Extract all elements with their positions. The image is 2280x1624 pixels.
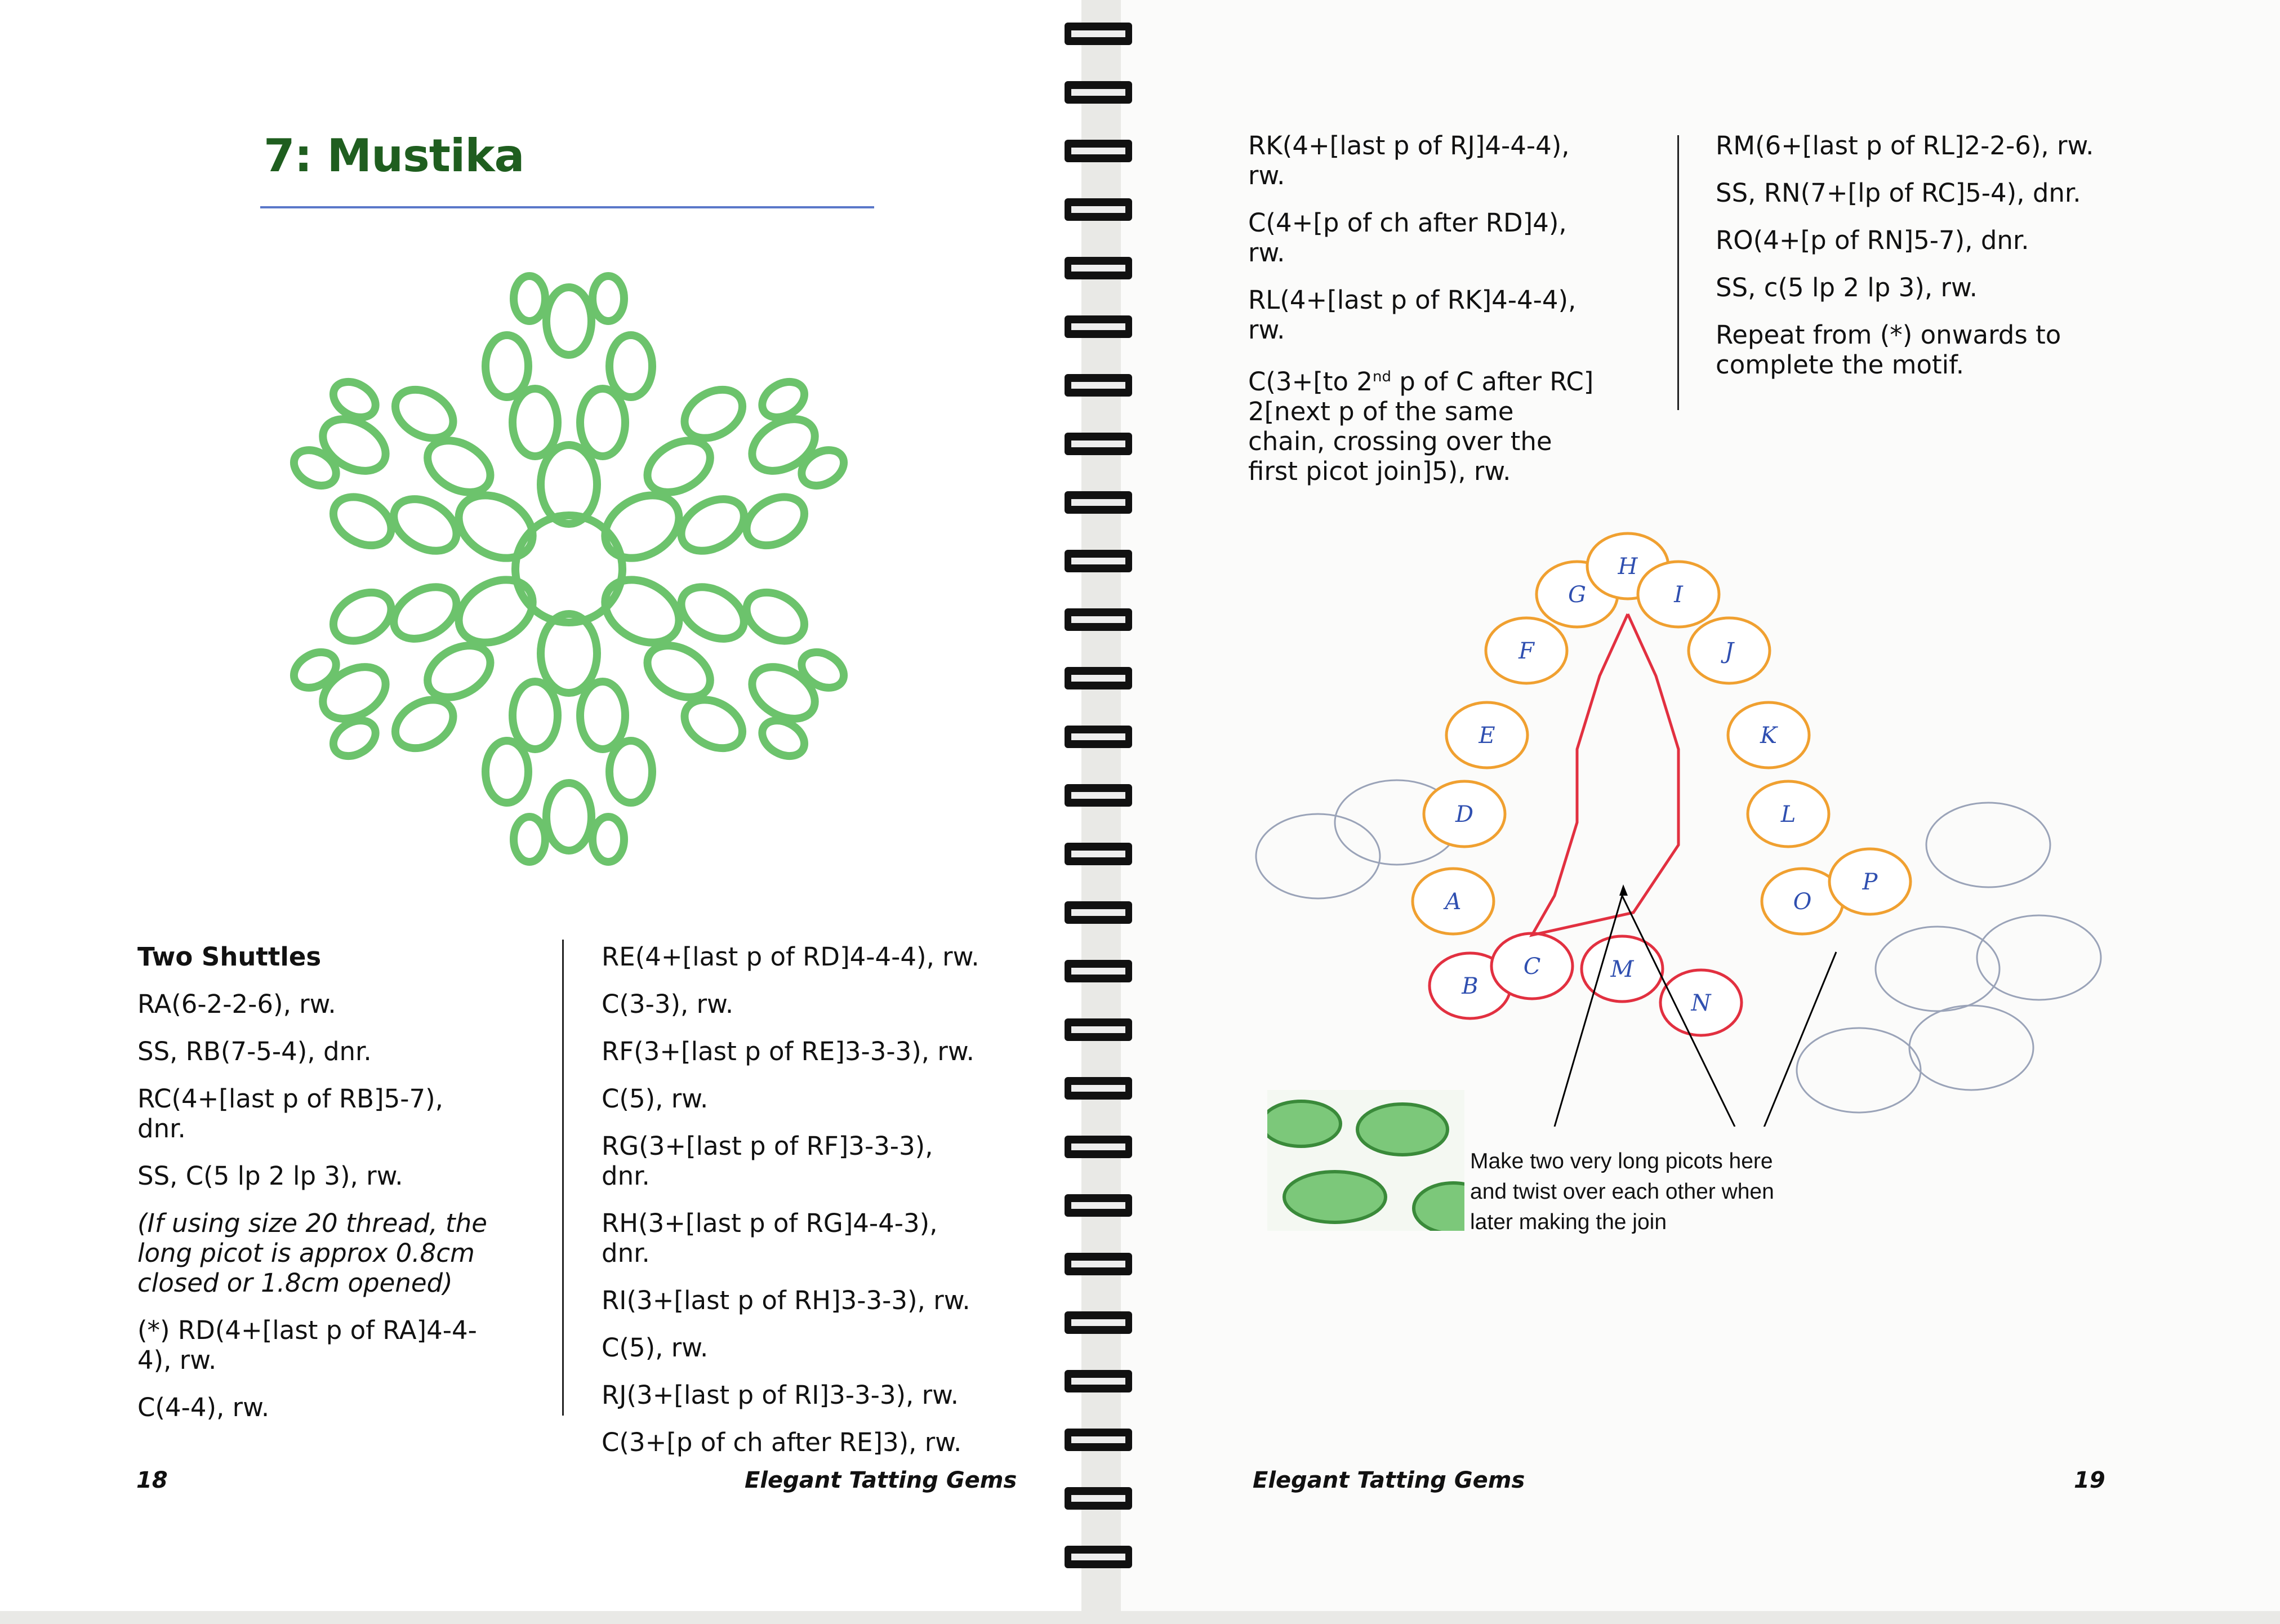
ring-label: E: [1479, 723, 1495, 749]
step: RK(4+[last p of RJ]4-4-4), rw.: [1248, 131, 1570, 190]
step: RH(3+[last p of RG]4-4-3), dnr.: [602, 1208, 938, 1268]
footer-title: Elegant Tatting Gems: [1253, 1467, 1525, 1493]
step: RL(4+[last p of RK]4-4-4), rw.: [1248, 285, 1577, 345]
ring-label: C: [1523, 954, 1541, 980]
step: C(3+[p of ch after RE]3), rw.: [602, 1427, 962, 1457]
instructions-column-4: [1716, 131, 2121, 397]
instructions-column-2: [602, 942, 985, 1475]
pattern-title: 7: Mustika: [264, 130, 524, 182]
ring-label: P: [1862, 869, 1878, 895]
footer-title: Elegant Tatting Gems: [745, 1467, 1017, 1493]
ring-label: O: [1793, 889, 1812, 915]
tatted-motif-photo: [214, 253, 924, 929]
ring-label: I: [1674, 582, 1683, 608]
spiral-binding: [1059, 0, 1143, 1624]
step: RE(4+[last p of RD]4-4-4), rw.: [602, 942, 979, 972]
thread-note: (If using size 20 thread, the long picot is approx 0.8cm closed or 1.8cm opened): [137, 1208, 487, 1298]
picot-callout: Make two very long picots here and twist over each other when later making the join: [1470, 1149, 1774, 1234]
step: SS, c(5 lp 2 lp 3), rw.: [1716, 273, 1978, 302]
callout-arrow: [1757, 952, 1836, 1127]
motif-arm: [486, 276, 652, 524]
join-detail-photo: [1267, 1090, 1464, 1231]
step: C(4-4), rw.: [137, 1392, 270, 1422]
step: RM(6+[last p of RL]2-2-6), rw.: [1716, 131, 2094, 161]
ring-label: K: [1760, 723, 1777, 749]
ring-label: D: [1455, 802, 1474, 827]
step: Repeat from (*) onwards to complete the motif.: [1716, 320, 2061, 380]
step: C(4+[p of ch after RD]4), rw.: [1248, 208, 1567, 268]
ring-label: H: [1618, 554, 1638, 580]
ring-label: J: [1724, 638, 1734, 664]
step: C(3-3), rw.: [602, 989, 734, 1019]
step: C(5), rw.: [602, 1333, 709, 1363]
left-page: [0, 0, 1081, 1611]
step: RI(3+[last p of RH]3-3-3), rw.: [602, 1285, 970, 1315]
step: (*) RD(4+[last p of RA]4-4-4), rw.: [137, 1315, 477, 1375]
ring-label: A: [1445, 889, 1462, 915]
title-underline: [260, 206, 874, 208]
step: SS, RN(7+[lp of RC]5-4), dnr.: [1716, 178, 2081, 208]
step: RF(3+[last p of RE]3-3-3), rw.: [602, 1036, 974, 1066]
instructions-column-3: [1248, 131, 1597, 504]
motif-arm: [486, 614, 652, 862]
column-divider: [562, 940, 564, 1416]
section-heading: Two Shuttles: [137, 942, 322, 972]
page-number: 19: [2074, 1467, 2105, 1493]
ring-label: G: [1568, 582, 1586, 608]
step: RA(6-2-2-6), rw.: [137, 989, 336, 1019]
instructions-column-1: [137, 942, 498, 1440]
step: SS, C(5 lp 2 lp 3), rw.: [137, 1161, 403, 1191]
ring-label: M: [1610, 956, 1634, 982]
step: RC(4+[last p of RB]5-7), dnr.: [137, 1084, 443, 1144]
ring-label: B: [1462, 973, 1479, 999]
step: RJ(3+[last p of RI]3-3-3), rw.: [602, 1380, 959, 1410]
page-number: 18: [136, 1467, 168, 1493]
callout-arrow: [1555, 896, 1622, 1127]
step: C(5), rw.: [602, 1084, 709, 1114]
step: RG(3+[last p of RF]3-3-3), dnr.: [602, 1131, 933, 1191]
step: RO(4+[p of RN]5-7), dnr.: [1716, 225, 2029, 255]
ring-label: F: [1518, 638, 1534, 664]
ring-label: L: [1780, 802, 1796, 827]
step-join: C(3+[to 2nd p of C after RC] 2[next p of the same chain, crossing over the first picot join]5), rw.: [1248, 367, 1594, 486]
column-divider: [1677, 135, 1679, 410]
ring-label: N: [1691, 990, 1711, 1016]
step: SS, RB(7-5-4), dnr.: [137, 1036, 372, 1066]
tatting-diagram: [1239, 507, 2118, 1127]
